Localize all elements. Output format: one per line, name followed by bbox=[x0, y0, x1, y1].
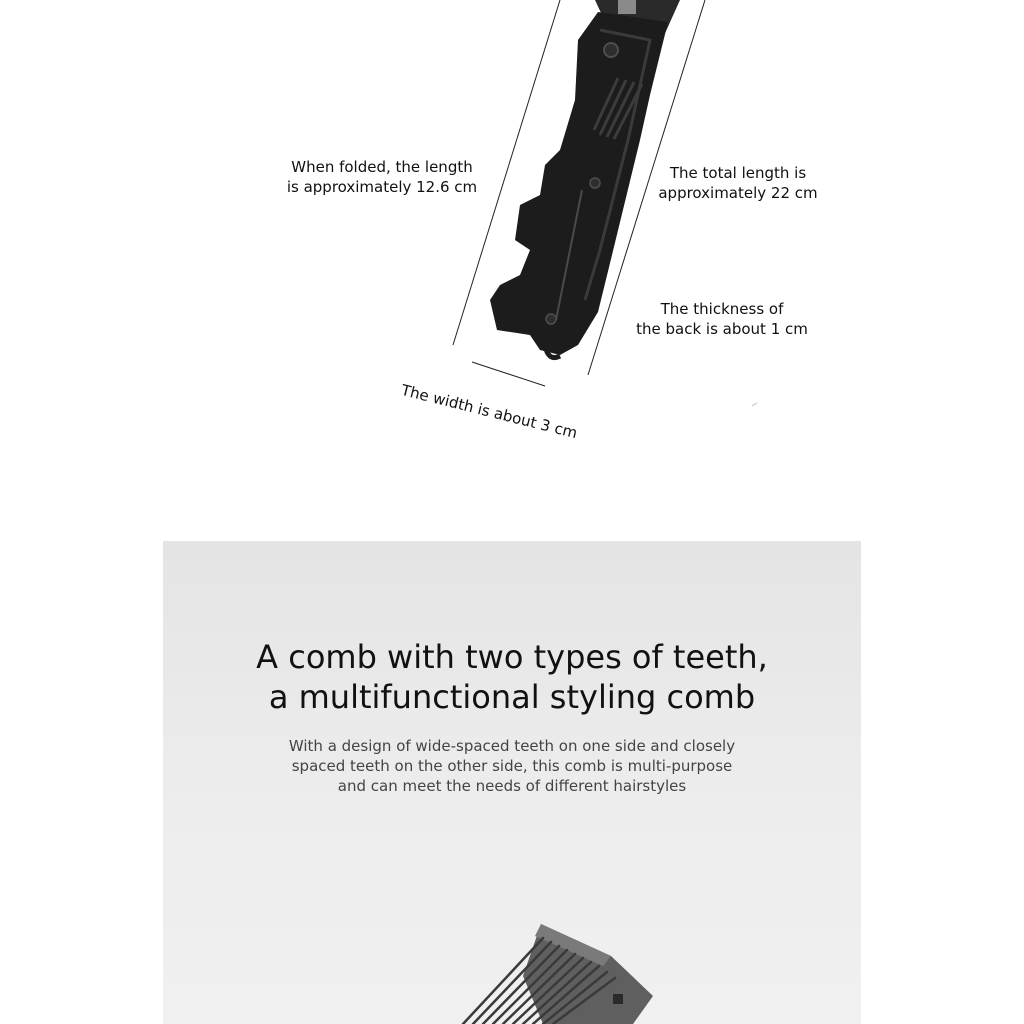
width-guide-line bbox=[472, 362, 545, 386]
thickness-line-1: The thickness of bbox=[660, 300, 784, 318]
width-label: The width is about 3 cm bbox=[399, 380, 580, 443]
folded-length-line-2: is approximately 12.6 cm bbox=[286, 178, 478, 196]
folded-comb-dimension-figure bbox=[0, 0, 1024, 470]
description-line-2: spaced teeth on the other side, this comb is multi-purpose bbox=[291, 757, 733, 775]
pivot-screw bbox=[604, 43, 618, 57]
description-line-3: and can meet the needs of different hairstyles bbox=[337, 777, 687, 795]
comb-teeth-illustration bbox=[423, 916, 683, 1024]
thickness-line-2: the back is about 1 cm bbox=[636, 320, 808, 338]
headline-line-2: a multifunctional styling comb bbox=[268, 678, 756, 716]
folded-length-line-1: When folded, the length bbox=[291, 158, 473, 176]
thickness-label bbox=[630, 299, 814, 339]
feature-headline bbox=[163, 637, 861, 717]
hinge-metal bbox=[618, 0, 636, 14]
folded-length-label bbox=[284, 157, 480, 197]
total-length-label bbox=[650, 163, 826, 203]
headline-line-1: A comb with two types of teeth, bbox=[256, 638, 768, 676]
folded-comb-illustration bbox=[0, 0, 1024, 470]
total-length-line-1: The total length is bbox=[669, 164, 807, 182]
total-length-line-2: approximately 22 cm bbox=[658, 184, 818, 202]
handle-screw-upper bbox=[590, 178, 600, 188]
comb-rivet bbox=[613, 994, 623, 1004]
stray-mark bbox=[752, 403, 757, 406]
description-line-1: With a design of wide-spaced teeth on one side and closely bbox=[288, 737, 736, 755]
handle-screw-lower bbox=[546, 314, 556, 324]
feature-description bbox=[163, 736, 861, 796]
comb-svg bbox=[423, 916, 683, 1024]
feature-panel bbox=[163, 541, 861, 1024]
